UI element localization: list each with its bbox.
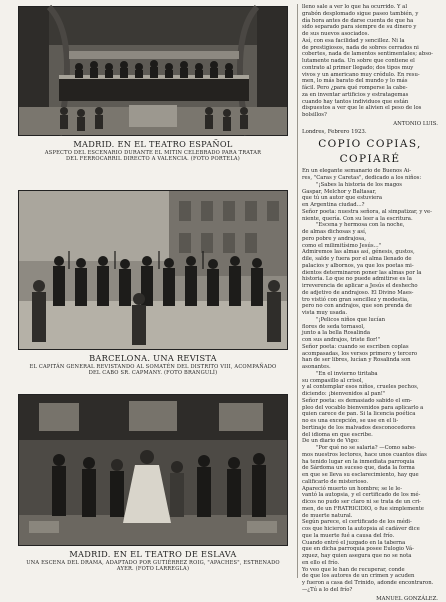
text-line: —¿Tú a lo del frío? <box>302 587 438 594</box>
text-line: sido separado para siempre de su dinero y <box>302 24 438 31</box>
photo-caption-line: ASPECTO DEL ESCENARIO DURANTE EL MITIN CELEBRADO PARA TRATAR <box>12 150 294 156</box>
text-line: men, de un FRATRICIDIO, o fue simplemente <box>302 506 438 513</box>
text-line: pero pobre y andrajosa, <box>302 236 438 243</box>
text-line: de sus nuevos asociados. <box>302 31 438 38</box>
caption-photo-2 <box>12 353 294 377</box>
section-headline-sub: COPIARÉ <box>302 153 438 165</box>
photo-caption-line: DEL FERROCARRIL DIRECTO A VALENCIA. (FOTO PORTELA) <box>12 156 294 162</box>
text-line: en ello el frío. <box>302 560 438 567</box>
street-review-image <box>19 191 287 349</box>
photo-barcelona-revista <box>18 190 288 350</box>
text-line: como el milimitísimo Jesús..." <box>302 243 438 250</box>
text-line: cuando hay tantos individuos que están <box>302 99 438 106</box>
text-line: "Escena y hermosa con la noche, <box>302 222 438 229</box>
text-line: lutamente nada. Un sobre que contiene el <box>302 58 438 65</box>
text-line: Señor poeta: nuestra señora, al simpatizar, y ve- <box>302 209 438 216</box>
text-line: historia. Lo que no puede admitirse es la <box>302 276 438 283</box>
text-line: asonantes. <box>302 364 438 371</box>
photo-teatro-eslava <box>18 394 288 546</box>
text-line: calificarlo de misterioso. <box>302 479 438 486</box>
text-line: y fueron a casa del Trinido, adonde encontraron. <box>302 580 438 587</box>
text-line: de que los autores de un crimen y acuden <box>302 573 438 580</box>
text-line: Apareció muerto un hombre; se le le- <box>302 486 438 493</box>
photo-title: MADRID. EN EL TEATRO ESPAÑOL <box>12 139 294 149</box>
text-line: en que se lleva su esclarecimiento, hay que <box>302 472 438 479</box>
photo-caption-line: EL CAPITÁN GENERAL REVISTANDO AL SOMATÉN DEL DISTRITO VIII, ACOMPAÑADO <box>12 364 294 370</box>
text-line: de Sárdoma un suceso que, dada la forma <box>302 465 438 472</box>
text-line: grabón desplomado sigue paseo también, y <box>302 11 438 18</box>
text-line: ha tenido lugar en la inmediata parroquia <box>302 459 438 466</box>
column-divider <box>297 4 298 578</box>
photo-title: MADRID. EN EL TEATRO DE ESLAVA <box>12 549 294 559</box>
caption-photo-3 <box>12 549 294 573</box>
photo-title: BARCELONA. UNA REVISTA <box>12 353 294 363</box>
text-line: irreverencia de aplicar a Jesús el deshecho <box>302 283 438 290</box>
text-line: En un elegante semanario de Buenos Ai- <box>302 168 438 175</box>
text-line: acompasadas, los versos primero y tercero <box>302 351 438 358</box>
text-line: dientos determinaron poner las almas por la <box>302 270 438 277</box>
section-headline: COPIO COPIAS, <box>302 138 438 150</box>
text-line: de muerte natural. <box>302 513 438 520</box>
text-line: Cuando entró el juzgado en la taberna <box>302 540 438 547</box>
text-line: junto a la bella Rosalinda <box>302 330 438 337</box>
stage-meeting-image <box>19 7 287 135</box>
photo-teatro-espanol <box>18 6 288 136</box>
text-line: "En el invierno tiritaba <box>302 371 438 378</box>
text-line: dile, salde y fuera por el alma llenado de <box>302 256 438 263</box>
text-line: del idioma en que escribe. <box>302 432 438 439</box>
text-line: Yo veo que le han de recuperar, conde <box>302 567 438 574</box>
closing-signature: MANUEL GONZÁLEZ. <box>302 596 438 602</box>
text-line: niente, quería. Con su leer a la escritura. <box>302 216 438 223</box>
text-line: Así, con esa facilidad y sencillez. Ni la <box>302 38 438 45</box>
text-line: que la muerte fué a causa del frío. <box>302 533 438 540</box>
text-line: zquez, hay quien asegura que no se nota <box>302 553 438 560</box>
text-line: res, "Caras y Caretas", dedicado a los niños: <box>302 175 438 182</box>
text-line: pero no con andrajos, que son prenda de <box>302 303 438 310</box>
text-line: vista muy usada. <box>302 310 438 317</box>
text-line: Gaspar, Melchor y Baltasar, <box>302 189 438 196</box>
article-body <box>302 168 438 593</box>
text-line: que en dicha parroquia posee Eulogio Vá- <box>302 546 438 553</box>
text-line: Admiremos las almas así, génesis, gustos, <box>302 249 438 256</box>
text-line: diciendo: ¡bienvenidos al pan!" <box>302 391 438 398</box>
author-signature <box>302 121 438 136</box>
caption-photo-1 <box>12 139 294 163</box>
photo-caption-line: AYER. (FOTO LARREGLA) <box>12 566 294 572</box>
text-line: bolsillos? <box>302 112 438 119</box>
text-line: Señor poeta: es demasiado sabido el em- <box>302 398 438 405</box>
text-line: con sus andrajos, triste flor!" <box>302 337 438 344</box>
text-line: que tú un autor que estuviera <box>302 195 438 202</box>
text-line: bertinaje de los malvados desconocedores <box>302 425 438 432</box>
text-line: han de ser libres, lucían y Rosalinda son <box>302 357 438 364</box>
text-line: men, lo más barato del mundo y lo más <box>302 78 438 85</box>
text-line: quien carece de pan. Si la licencia poética <box>302 411 438 418</box>
text-line: de prestigiosos, nada de sobres cerrados ni <box>302 45 438 52</box>
text-line: vivos y un americano muy crédulo. En resu- <box>302 72 438 79</box>
text-line: no es una excepción, se use en el li- <box>302 418 438 425</box>
text-line: y al contemplar esos niños, crueles pechos, <box>302 384 438 391</box>
text-line: Según parece, el certificado de los médi- <box>302 519 438 526</box>
text-line: de adjetivo de andrajoso. El Divino Maes- <box>302 290 438 297</box>
text-line: contrato al primer llegado; dos tipos muy <box>302 65 438 72</box>
text-line: fácil. Pero ¿para qué romperse la cabe- <box>302 85 438 92</box>
text-line: flores de seda tornasol, <box>302 324 438 331</box>
text-line: pleo del vocablo bienvenidos para aplicarlo a <box>302 405 438 412</box>
text-line: dispuestos a ver que le alivien el peso de los <box>302 105 438 112</box>
text-line: De un diario de Vigo: <box>302 438 438 445</box>
article-intro <box>302 4 438 119</box>
theater-scene-image <box>19 395 287 545</box>
signature-date: Londres, Febrero 1923. <box>302 129 438 136</box>
text-line: de almas dichosas y así, <box>302 229 438 236</box>
text-line: lleno sale a ver lo que ha ocurrido. Y al <box>302 4 438 11</box>
text-line: Señor poeta: cuando se escriben coplas <box>302 344 438 351</box>
text-line: mos nuestros lectores, hace unos cuantos días <box>302 452 438 459</box>
text-line: za en inventar artificios y estratagemas <box>302 92 438 99</box>
text-line: vantó la autopsia, y el certificado de los mé- <box>302 492 438 499</box>
photo-caption-line: UNA ESCENA DEL DRAMA, ADAPTADO POR GUTIÉRREZ ROIG, "APACHES", ESTRENADO <box>12 560 294 566</box>
text-line: "¡Pelicos niños que lucían <box>302 317 438 324</box>
text-line: día hora antes de darse cuenta de que ha <box>302 18 438 25</box>
text-line: "¡Sabes la historia de los magos <box>302 182 438 189</box>
photo-caption-line: DEL CABO SR. CAPMANY. (FOTO BRANGULÍ) <box>12 370 294 376</box>
text-line: dicos no pudo ser claro ni se trata de un cri- <box>302 499 438 506</box>
text-line: "Por qué no se salaria? —Como sabe- <box>302 445 438 452</box>
signature-name: ANTONIO LUIS. <box>302 121 438 128</box>
text-line: tro vistió con gran sencillez y modestia, <box>302 297 438 304</box>
text-line: en Argentina ciudad...? <box>302 202 438 209</box>
text-line: palacios y albornos, ya que los poetas mi- <box>302 263 438 270</box>
text-line: cos que hicieron la autopsia al cadáver dice <box>302 526 438 533</box>
text-line: cobertes, nada de lamentos sentimentales; abso- <box>302 51 438 58</box>
text-line: su compasillo al crisol, <box>302 378 438 385</box>
article-column <box>302 4 438 580</box>
